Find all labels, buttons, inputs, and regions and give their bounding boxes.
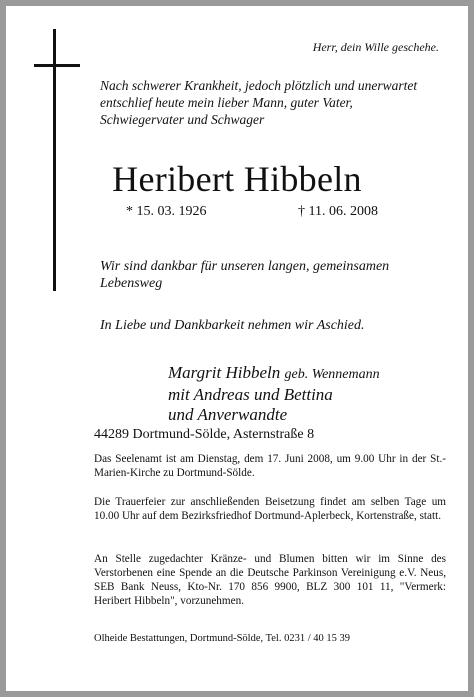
family-line-1 — [168, 363, 380, 385]
funeral-paragraph: Die Trauerfeier zur anschließenden Beisetzung findet am selben Tage um 10.00 Uhr auf dem Bezirksfriedhof Dortmund-Aplerbeck, Kortenstraße, statt. — [94, 496, 446, 522]
widow-name: Margrit Hibbeln — [168, 363, 281, 382]
intro-text: Nach schwerer Krankheit, jedoch plötzlich und unerwartet entschlief heute mein lieber Mann, guter Vater, Schwiegervater und Schwager — [100, 78, 418, 127]
footer-funeral-home: Olheide Bestattungen, Dortmund-Sölde, Tel. 0231 / 40 15 39 — [94, 633, 350, 644]
motto: Herr, dein Wille geschehe. — [312, 40, 439, 54]
family-block — [168, 363, 380, 425]
address: 44289 Dortmund-Sölde, Asternstraße 8 — [94, 427, 315, 442]
donation-paragraph: An Stelle zugedachter Kränze- und Blumen bitten wir im Sinne des Verstorbenen eine Spende an die Deutsche Parkinson Vereinigung e.V. Neus, SEB Bank Neuss, Kto-Nr. 170 856 9900, BLZ 300 101 11, "Vermerk: Heribert Hibbeln", vorzunehmen. — [94, 553, 446, 607]
family-line-3: und Anverwandte — [168, 405, 288, 424]
deceased-name: Heribert Hibbeln — [112, 159, 362, 199]
cross-icon-bar — [34, 64, 80, 67]
family-line-2: mit Andreas und Bettina — [168, 385, 333, 404]
thanks-text: Wir sind dankbar für unseren langen, gemeinsamen Lebensweg — [100, 259, 390, 291]
requiem-paragraph: Das Seelenamt ist am Dienstag, dem 17. Juni 2008, um 9.00 Uhr in der St.-Marien-Kirche zu Dortmund-Sölde. — [94, 453, 446, 479]
farewell-text: In Liebe und Dankbarkeit nehmen wir Aschied. — [100, 318, 365, 333]
birth-date: * 15. 03. 1926 — [126, 204, 207, 219]
maiden-name: geb. Wennemann — [284, 367, 380, 382]
obituary-card — [6, 6, 468, 691]
death-date: † 11. 06. 2008 — [298, 204, 378, 219]
